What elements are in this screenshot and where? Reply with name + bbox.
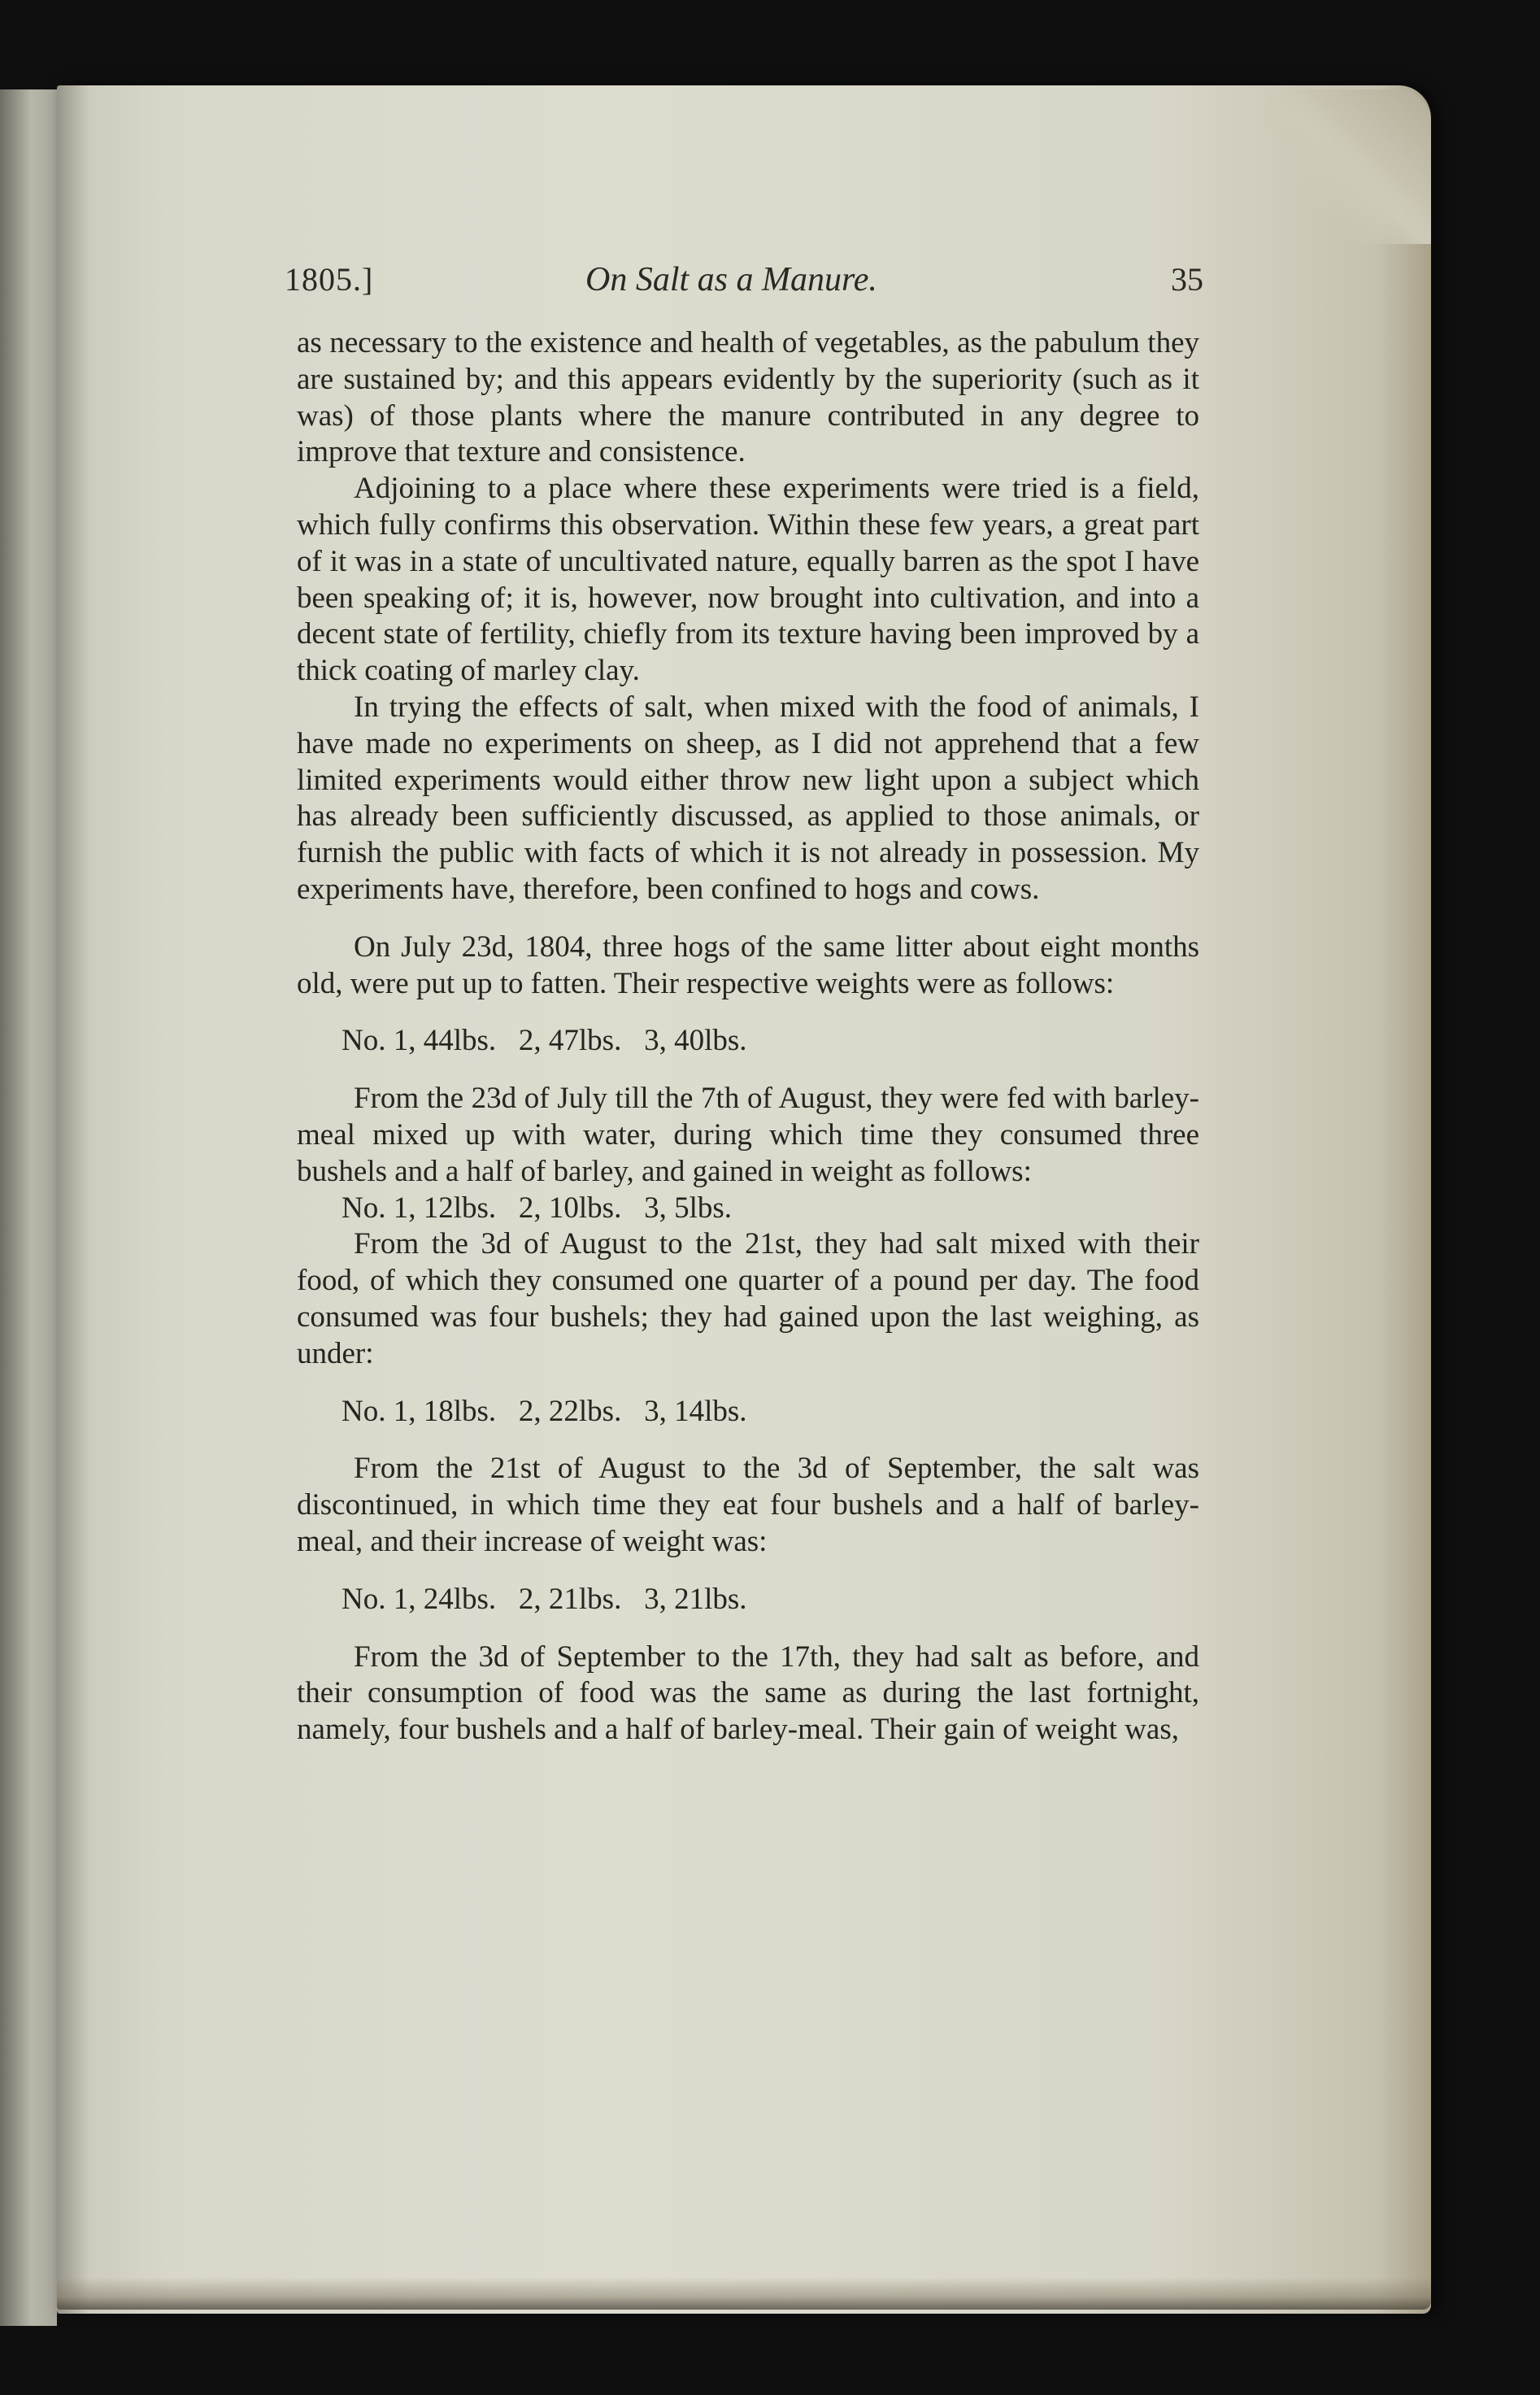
paragraph: From the 3d of August to the 21st, they had salt mixed with their food, of which they consumed one quarter of a pound per day. The food consumed was four bushels; they had gained upon the last weighing, as under: [297, 1227, 1199, 1370]
weight-line: No. 1, 24lbs. 2, 21lbs. 3, 21lbs. [341, 1582, 747, 1616]
page-number: 35 [1171, 261, 1203, 298]
paragraph: In trying the effects of salt, when mixed with the food of animals, I have made no experiments on sheep, as I did not apprehend that a few limited experiments would either throw new light upon a subject which has already been sufficiently discussed, as applied to those animals, or furnish the public with facts of which it is not already in possession. My experiments have, therefore, been confined to hogs and cows. [297, 690, 1199, 906]
gutter-shadow [57, 85, 89, 2314]
paragraph: as necessary to the existence and health of vegetables, as the pabulum they are sustained by; and this appears evidently by the superiority (such as it was) of those plants where the manure contributed in any degree to improve that texture and consistence. [297, 326, 1199, 469]
paragraph: Adjoining to a place where these experiments were tried is a field, which fully confirms this observation. Within these few years, a great part of it was in a state of uncultivated nature, equally barren as the spot I have been speaking of; it is, however, now brought into cultivation, and into a decent state of fertility, chiefly from its texture having been improved by a thick coating of marley clay. [297, 472, 1199, 688]
running-head [285, 260, 1203, 309]
paragraph: On July 23d, 1804, three hogs of the same litter about eight months old, were put up to fatten. Their respective weights were as follows: [297, 930, 1199, 1000]
weight-line: No. 1, 12lbs. 2, 10lbs. 3, 5lbs. [341, 1191, 733, 1225]
weight-line: No. 1, 18lbs. 2, 22lbs. 3, 14lbs. [341, 1394, 747, 1428]
paragraph: From the 21st of August to the 3d of September, the salt was discontinued, in which time they eat four bushels and a half of barley-meal, and their increase of weight was: [297, 1452, 1199, 1558]
facing-page-edge [0, 89, 57, 2326]
page-bottom-edge [57, 2277, 1431, 2310]
running-head-title: On Salt as a Manure. [585, 261, 877, 298]
paragraph: From the 23d of July till the 7th of August, they were fed with barley-meal mixed up with water, during which time they consumed three bushels and a half of barley, and gained in weight as follows: [297, 1082, 1199, 1188]
paragraph: From the 3d of September to the 17th, they had salt as before, and their consumption of food was the same as during the last fortnight, namely, four bushels and a half of barley-meal. Their gain of weight was, [297, 1639, 1199, 1747]
running-head-year: 1805.] [285, 261, 374, 298]
body-text [297, 325, 1199, 1748]
page-corner-fold [1268, 89, 1431, 244]
weight-line: No. 1, 44lbs. 2, 47lbs. 3, 40lbs. [341, 1024, 747, 1058]
